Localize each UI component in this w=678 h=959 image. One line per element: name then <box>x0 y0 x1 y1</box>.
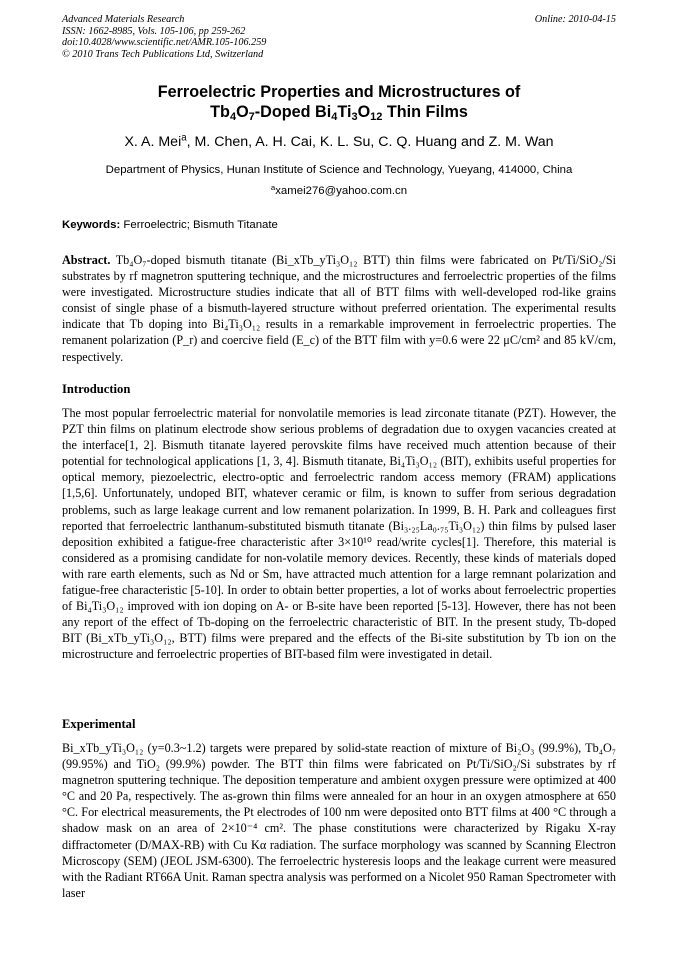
title-mid: -Doped Bi <box>254 103 332 121</box>
experimental-heading: Experimental <box>62 717 136 731</box>
title-sub: 7 <box>248 110 255 123</box>
intro-text <box>62 405 616 663</box>
title-sub: 12 <box>370 110 383 123</box>
keywords <box>62 218 616 232</box>
author-list <box>62 133 616 151</box>
title-tb: Tb <box>210 103 230 121</box>
journal-header <box>62 14 616 60</box>
title-sub: 3 <box>351 110 358 123</box>
title-o: O <box>236 103 249 121</box>
abstract-text: Tb₄O₇-doped bismuth titanate (Bi_xTb_yTi₃O₁₂ BTT) thin films were fabricated on Pt/Ti/SiO₂/Si substrates by rf magnetron sputtering technique, and the microstructures and ferroelectric properties of the films were investigated. Microstructure studies indicate that all of BTT films with well-developed rod-like grains consist of single phase of a bismuth-layered structure without preferred orientation. The experimental results indicate that Tb doping into Bi₄Ti₃O₁₂ results in a remarkable improvement in ferroelectric properties. The remanent polarization (P_r) and coercive field (E_c) of the BTT film with y=0.6 were 22 μC/cm² and 85 kV/cm, respectively. <box>62 253 616 364</box>
title-end: Thin Films <box>382 103 468 121</box>
journal-copyright: © 2010 Trans Tech Publications Ltd, Switzerland <box>62 48 264 60</box>
author-rest: , M. Chen, A. H. Cai, K. L. Su, C. Q. Huang and Z. M. Wan <box>186 134 554 150</box>
intro-paragraph: The most popular ferroelectric material for nonvolatile memories is lead zirconate titanate (PZT). However, the PZT thin films on platinum electrode show serious problems of degradation due to oxygen vacancies created at the interface[1, 2]. Bismuth titanate layered perovskite films have received much attention because of their potential for technological applications [1, 3, 4]. Bismuth titanate, Bi₄Ti₃O₁₂ (BIT), exhibits useful properties for optical memory, piezoelectric, electro-optic and ferroelectric random access memory (FRAM) applications [1,5,6]. Unfortunately, undoped BIT, whatever ceramic or film, is known to suffer from serious degradation problems, such as large leakage current and low remanent polarization. In 1999, B. H. Park and colleagues first reported that ferroelectric lanthanum-substituted bismuth titanate (Bi₃.₂₅La₀.₇₅Ti₃O₁₂) thin films by pulsed laser deposition exhibited a fatigue-free characteristic after 3×10¹⁰ read/write cycles[1]. Therefore, this material is considered as a promising candidate for non-volatile memory devices. Recently, these kinds of materials doped with rare earth elements, such as Nd or Sm, have attracted much attention for a large remnant polarization and fatigue-free characteristic [5-10]. In order to obtain better properties, a lot of works about ferroelectric properties of Bi₄Ti₃O₁₂ improved with ion doping on A- or B-site have been reported [5-13]. However, there has not been any report of the effect of Tb-doping on the ferroelectric characteristic of BIT. In the present study, Tb-doped BIT (Bi_xTb_yTi₃O₁₂, BTT) films were prepared and the effects of the Bi-site substitution by Tb ion on the microstructure and ferroelectric properties of BIT-based film were investigated in detail. <box>62 406 616 662</box>
abstract-label: Abstract. <box>62 253 111 267</box>
affiliation <box>62 160 616 202</box>
affiliation-dept: Department of Physics, Hunan Institute of Science and Technology, Yueyang, 414000, China <box>105 164 573 176</box>
author-first: X. A. Mei <box>124 134 182 150</box>
affiliation-email <box>62 181 616 202</box>
email-sup: a <box>270 182 276 192</box>
abstract <box>62 252 616 365</box>
title-ti: Ti <box>337 103 352 121</box>
title-sub: 4 <box>331 110 338 123</box>
title-line-2 <box>62 102 616 122</box>
title-sub: 4 <box>229 110 237 123</box>
email-address[interactable]: xamei276@yahoo.com.cn <box>275 185 408 197</box>
keywords-text: Ferroelectric; Bismuth Titanate <box>120 219 278 231</box>
keywords-label: Keywords: <box>62 219 121 231</box>
journal-doi: doi:10.4028/www.scientific.net/AMR.105-106.259 <box>62 37 267 49</box>
journal-name: Advanced Materials Research <box>62 14 185 25</box>
paper-title <box>62 82 616 122</box>
author-sup: a <box>181 132 187 144</box>
online-date: Online: 2010-04-15 <box>534 14 616 25</box>
intro-heading: Introduction <box>62 382 131 396</box>
experimental-paragraph: Bi_xTb_yTi₃O₁₂ (y=0.3~1.2) targets were prepared by solid-state reaction of mixture of Bi₂O₃ (99.9%), Tb₄O₇ (99.95%) and TiO₂ (99.9%) powder. The BTT thin films were fabricated on Pt/Ti/SiO₂/Si substrates by rf magnetron sputtering technique. The deposition temperature and ambient oxygen pressure were optimized at 400 °C and 20 Pa, respectively. The as-grown thin films were annealed for an hour in an oxygen atmosphere at 650 °C. For electrical measurements, the Pt electrodes of 100 nm were deposited onto BTT films at 400 °C through a shadow mask on an area of 2×10⁻⁴ cm². The phase constitutions were characterized by Rigaku X-ray diffractometer (D/MAX-RB) with Cu Kα radiation. The surface morphology was scanned by Scanning Electron Microscopy (SEM) (JEOL JSM-6300). The ferroelectric hysteresis loops and the leakage current were measured with the Radiant RT66A Unit. Raman spectra analysis was performed on a Nicolet 950 Raman Spectrometer with laser <box>62 741 617 900</box>
experimental-text <box>62 740 616 901</box>
title-line-1: Ferroelectric Properties and Microstructures of <box>157 83 521 101</box>
journal-issn: ISSN: 1662-8985, Vols. 105-106, pp 259-262 <box>62 25 246 37</box>
title-o: O <box>357 103 371 121</box>
